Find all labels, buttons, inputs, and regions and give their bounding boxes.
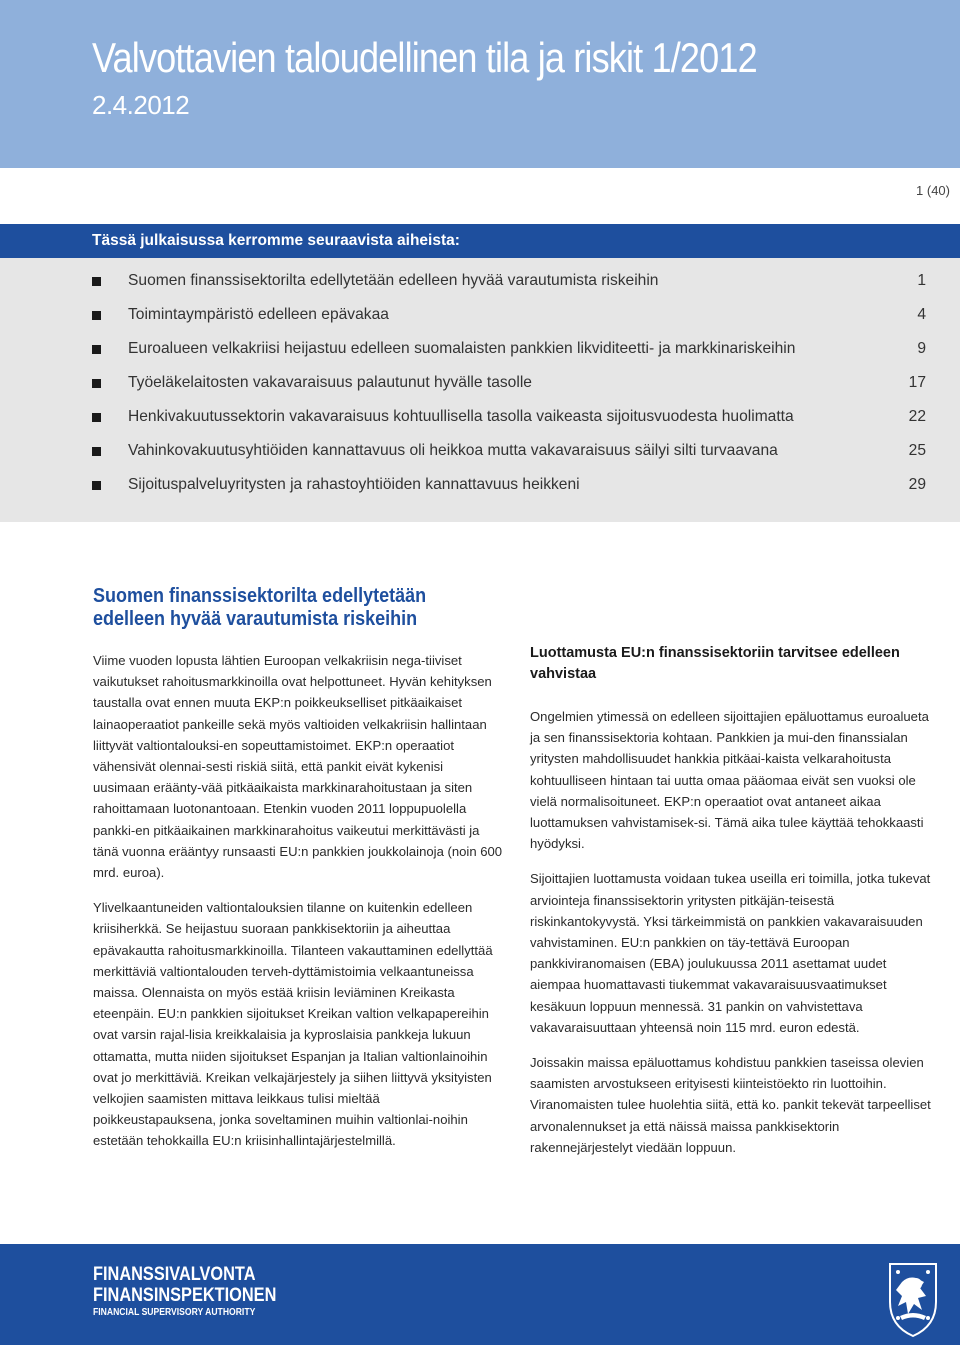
body-paragraph: Sijoittajien luottamusta voidaan tukea useilla eri toimilla, jotka tukevat arviointeja finanssisektorin yritysten pitkäjän-teisestä riskinkantokyvystä. Yksi tärkeimmistä on pankkien vakavaraisuuden vahvistaminen. EU:n pankkien on täy-tettävä Euroopan pankkiviranomaisen (EBA) joulukuussa 2011 asettamat uudet aiempaa huomattavasti tiukemmat vakavaraisuusvaatimukset kesäkuun loppuun mennessä. 31 pankin on vahvistettava vakavaraisuuttaan yhteensä noin 115 mrd. euron edestä. [530,871,931,1035]
finnish-lion-coat-of-arms-icon [872,1254,954,1340]
toc-item-page: 22 [908,408,926,425]
square-bullet-icon [92,311,101,320]
org-name-swedish: FINANSINSPEKTIONEN [93,1285,277,1306]
authority-logo [93,1264,306,1320]
toc-heading: Tässä julkaisussa kerromme seuraavista aiheista: [92,232,460,249]
toc-item-label: Toimintaympäristö edelleen epävakaa [128,306,389,323]
toc-item-label: Vahinkovakuutusyhtiöiden kannattavuus oli heikkoa mutta vakavaraisuus säilyi silti turvaavana [128,442,778,459]
body-paragraph: Ongelmien ytimessä on edelleen sijoittajien epäluottamus euroalueta ja sen finanssisektoria kohtaan. Pankkien ja mui-den finanssialan yritysten mahdollisuudet hankkia pitkäai-kaista velkarahoitusta kohtuulliseen hintaan tai uutta omaa pääomaa eivät sen vuoksi ole vielä normalisoituneet. EKP:n operaatiot ovat antaneet aikaa luottamuksen vahvistamisek-si. Tämä aika tulee käyttää tehokkaasti hyödyksi. [530,709,929,852]
body-paragraph: Joissakin maissa epäluottamus kohdistuu pankkien taseissa olevien saamisten arvostukseen erityisesti kiinteistöekto rin luottoihin. Viranomaisten tulee huolehtia siitä, että ko. pankit tekevät tarpeelliset arvonalennukset ja että näissä maissa pankkisektorin rakennejärjestelyt viedään loppuun. [530,1055,931,1155]
header-banner [0,0,960,168]
toc-item-label: Sijoituspalveluyritysten ja rahastoyhtiöiden kannattavuus heikkeni [128,476,580,493]
square-bullet-icon [92,413,101,422]
article-left-column [93,585,503,1166]
toc-item-page: 4 [917,306,926,323]
toc-item[interactable] [92,475,926,497]
article-right-column [530,643,935,1172]
toc-item-page: 9 [917,340,926,357]
article-title [93,585,462,631]
toc-item-page: 29 [908,476,926,493]
square-bullet-icon [92,277,101,286]
article-title-line: Suomen finanssisektorilta edellytetään [93,585,427,607]
toc-item[interactable] [92,373,926,395]
toc-item[interactable] [92,441,926,463]
section-subtitle: Luottamusta EU:n finanssisektoriin tarvitsee edelleen vahvistaa [530,645,900,682]
toc-item[interactable] [92,407,926,429]
body-paragraph: Ylivelkaantuneiden valtiontalouksien tilanne on kuitenkin edelleen kriisiherkkä. Se heijastuu suoraan pankkisektoriin ja aiheuttaa epävakautta rahoitusmarkkinoilla. Tilanteen vakauttaminen edellyttää merkittäviä valtiontalouden terveh-dyttämistoimia velkaantuneissa maissa. Olennaista on myös estää kriisin leviäminen Kreikasta eteenpäin. EU:n pankkien sijoitukset Kreikan valtion velkapapereihin ovat varsin rajal-lisia kreikkalaisia ja kyproslaisia pankkeja lukuun ottamatta, mutta niiden sijoitukset Espanjan ja Italian valtionlainoihin ovat jo merkittäviä. Kreikan velkajärjestely ja siihen liittyvä yksityisten velkojien saamisten mittava leikkaus tulisi mieltää poikkeustapauksena, jonka soveltaminen muihin valtionlai-noihin estetään tehokkailla EU:n kriisinhallintajärjestelmillä. [93,900,493,1149]
toc-item-page: 25 [908,442,926,459]
table-of-contents [0,258,960,522]
square-bullet-icon [92,447,101,456]
toc-item[interactable] [92,339,926,361]
body-paragraph: Viime vuoden lopusta lähtien Euroopan velkakriisin nega-tiiviset vaikutukset rahoitusmarkkinoilla ovat helpottuneet. Hyvän kehityksen taustalla ovat ennen muuta EKP:n poikkeukselliset pitkäaikaiset lainaoperaatiot pankeille sekä myös valtioiden velkakriisin hallintaan liittyvät valtiontalouksi-en sopeuttamistoimet. EKP:n operaatiot vähensivät olennai-sesti riskiä siitä, että pankit eivät kykenisi uusimaan eräänty-vää pitkäaikaista markkinarahoitustaan ja siten rahoittamaan luotonantoaan. Etenkin vuoden 2011 loppupuolella pankki-en pitkäaikainen markkinarahoitus vaikeutui merkittävästi ja tänä vuonna erääntyy runsaasti EU:n pankkien joukkolainoja (noin 600 mrd. euroa). [93,653,503,881]
publication-title: Valvottavien taloudellinen tila ja riskit 1/2012 [92,34,757,81]
footer-bar [0,1244,960,1345]
square-bullet-icon [92,481,101,490]
toc-item-label: Työeläkelaitosten vakavaraisuus palautunut hyvälle tasolle [128,374,532,391]
org-name-english: FINANCIAL SUPERVISORY AUTHORITY [93,1307,256,1318]
toc-item[interactable] [92,305,926,327]
toc-item[interactable] [92,271,926,293]
page-number: 1 (40) [916,183,950,198]
org-name-finnish: FINANSSIVALVONTA [93,1264,256,1285]
toc-item-page: 17 [908,374,926,391]
toc-item-label: Suomen finanssisektorilta edellytetään edelleen hyvää varautumista riskeihin [128,272,659,289]
article-title-line: edelleen hyvää varautumista riskeihin [93,608,418,630]
publication-date: 2.4.2012 [92,90,190,120]
square-bullet-icon [92,345,101,354]
toc-item-page: 1 [917,272,926,289]
square-bullet-icon [92,379,101,388]
toc-heading-bar [0,224,960,258]
toc-item-label: Euroalueen velkakriisi heijastuu edelleen suomalaisten pankkien likviditeetti- ja markkinariskeihin [128,340,796,357]
toc-item-label: Henkivakuutussektorin vakavaraisuus kohtuullisella tasolla vaikeasta sijoitusvuodesta huolimatta [128,408,794,425]
